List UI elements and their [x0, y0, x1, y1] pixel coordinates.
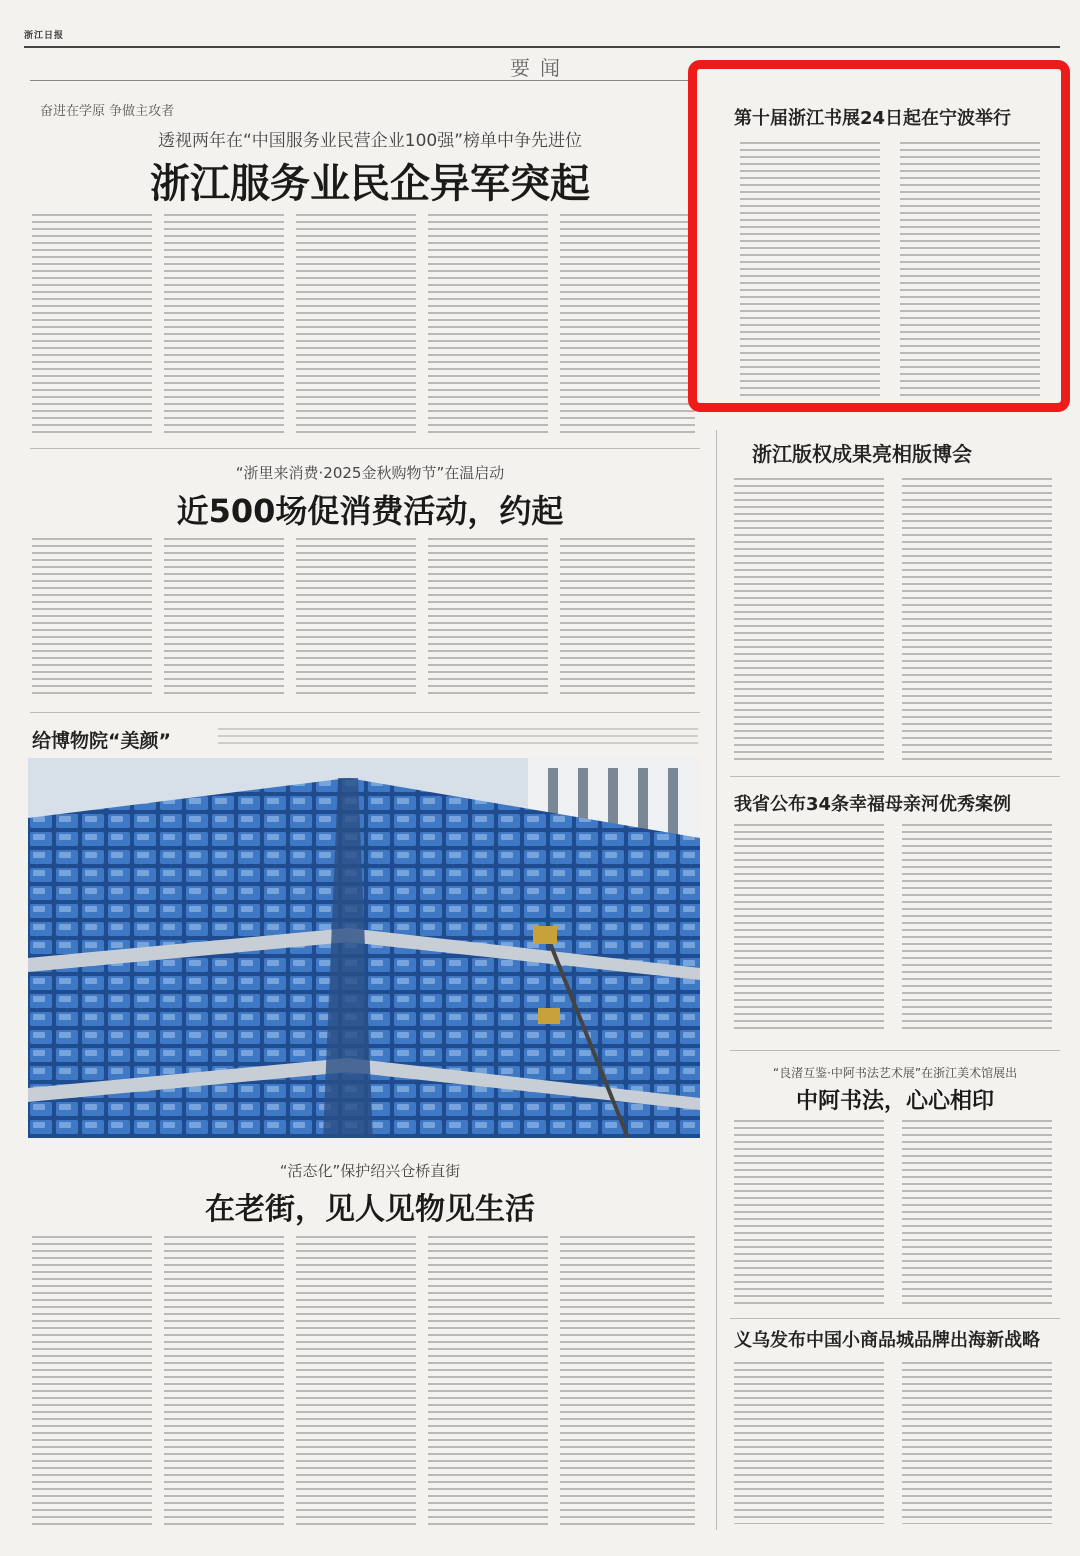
divider [30, 712, 700, 713]
divider [30, 448, 700, 449]
article3-headline: 在老街，见人见物见生活 [205, 1192, 535, 1227]
main-article-headline: 浙江服务业民企异军突起 [150, 161, 590, 207]
main-article-body-col4 [428, 214, 548, 436]
article2-body-col3 [296, 538, 416, 698]
masthead-title: 浙江日报 [24, 31, 65, 41]
side-article2-body-col2 [902, 478, 1052, 763]
article3-body-col3 [296, 1236, 416, 1526]
side-article2-body-col1 [734, 478, 884, 763]
article2-body-col5 [560, 538, 695, 698]
side-article4-kicker: “良渚互鉴·中阿书法艺术展”在浙江美术馆展出 [772, 1066, 1018, 1080]
article2-body-col4 [428, 538, 548, 698]
article3-body-col2 [164, 1236, 284, 1526]
article2-body-col1 [32, 538, 152, 698]
side-article4-body-col1 [734, 1120, 884, 1305]
side-article1-headline: 第十届浙江书展24日起在宁波举行 [734, 108, 1012, 129]
side-article3-body-col1 [734, 824, 884, 1034]
main-article-body-col3 [296, 214, 416, 436]
column-divider [716, 430, 717, 1530]
main-article-kicker: 透视两年在“中国服务业民营企业100强”榜单中争先进位 [157, 131, 583, 151]
article3-body-col5 [560, 1236, 695, 1526]
article3-body-col1 [32, 1236, 152, 1526]
side-article3-headline: 我省公布34条幸福母亲河优秀案例 [734, 794, 1012, 815]
divider [730, 776, 1060, 777]
article2-headline: 近500场促消费活动，约起 [176, 492, 564, 530]
article3-body-col4 [428, 1236, 548, 1526]
article3-kicker: “活态化”保护绍兴仓桥直街 [279, 1162, 461, 1180]
main-article-body-col2 [164, 214, 284, 436]
side-article5-body-col2 [902, 1362, 1052, 1524]
divider [730, 1318, 1060, 1319]
highlight-box [688, 60, 1070, 412]
article2-kicker: “浙里来消费·2025金秋购物节”在温启动 [235, 464, 505, 482]
museum-photo [28, 758, 700, 1138]
photo-title: 给博物院“美颜” [32, 730, 171, 752]
main-article-body-col5 [560, 214, 695, 436]
side-article2-headline: 浙江版权成果亮相版博会 [752, 442, 972, 466]
photo-caption-text [218, 728, 698, 746]
main-article-body-col1 [32, 214, 152, 436]
side-article4-headline: 中阿书法，心心相印 [795, 1089, 994, 1114]
side-article4-body-col2 [902, 1120, 1052, 1305]
masthead [24, 26, 1060, 48]
section-title: 要闻 [510, 56, 570, 80]
side-article3-body-col2 [902, 824, 1052, 1034]
side-article5-body-col1 [734, 1362, 884, 1524]
divider [730, 1050, 1060, 1051]
main-article-label: 奋进在学原 争做主攻者 [40, 104, 175, 119]
section-rule [30, 80, 690, 81]
article2-body-col2 [164, 538, 284, 698]
side-article5-headline: 义乌发布中国小商品城品牌出海新战略 [734, 1330, 1040, 1351]
